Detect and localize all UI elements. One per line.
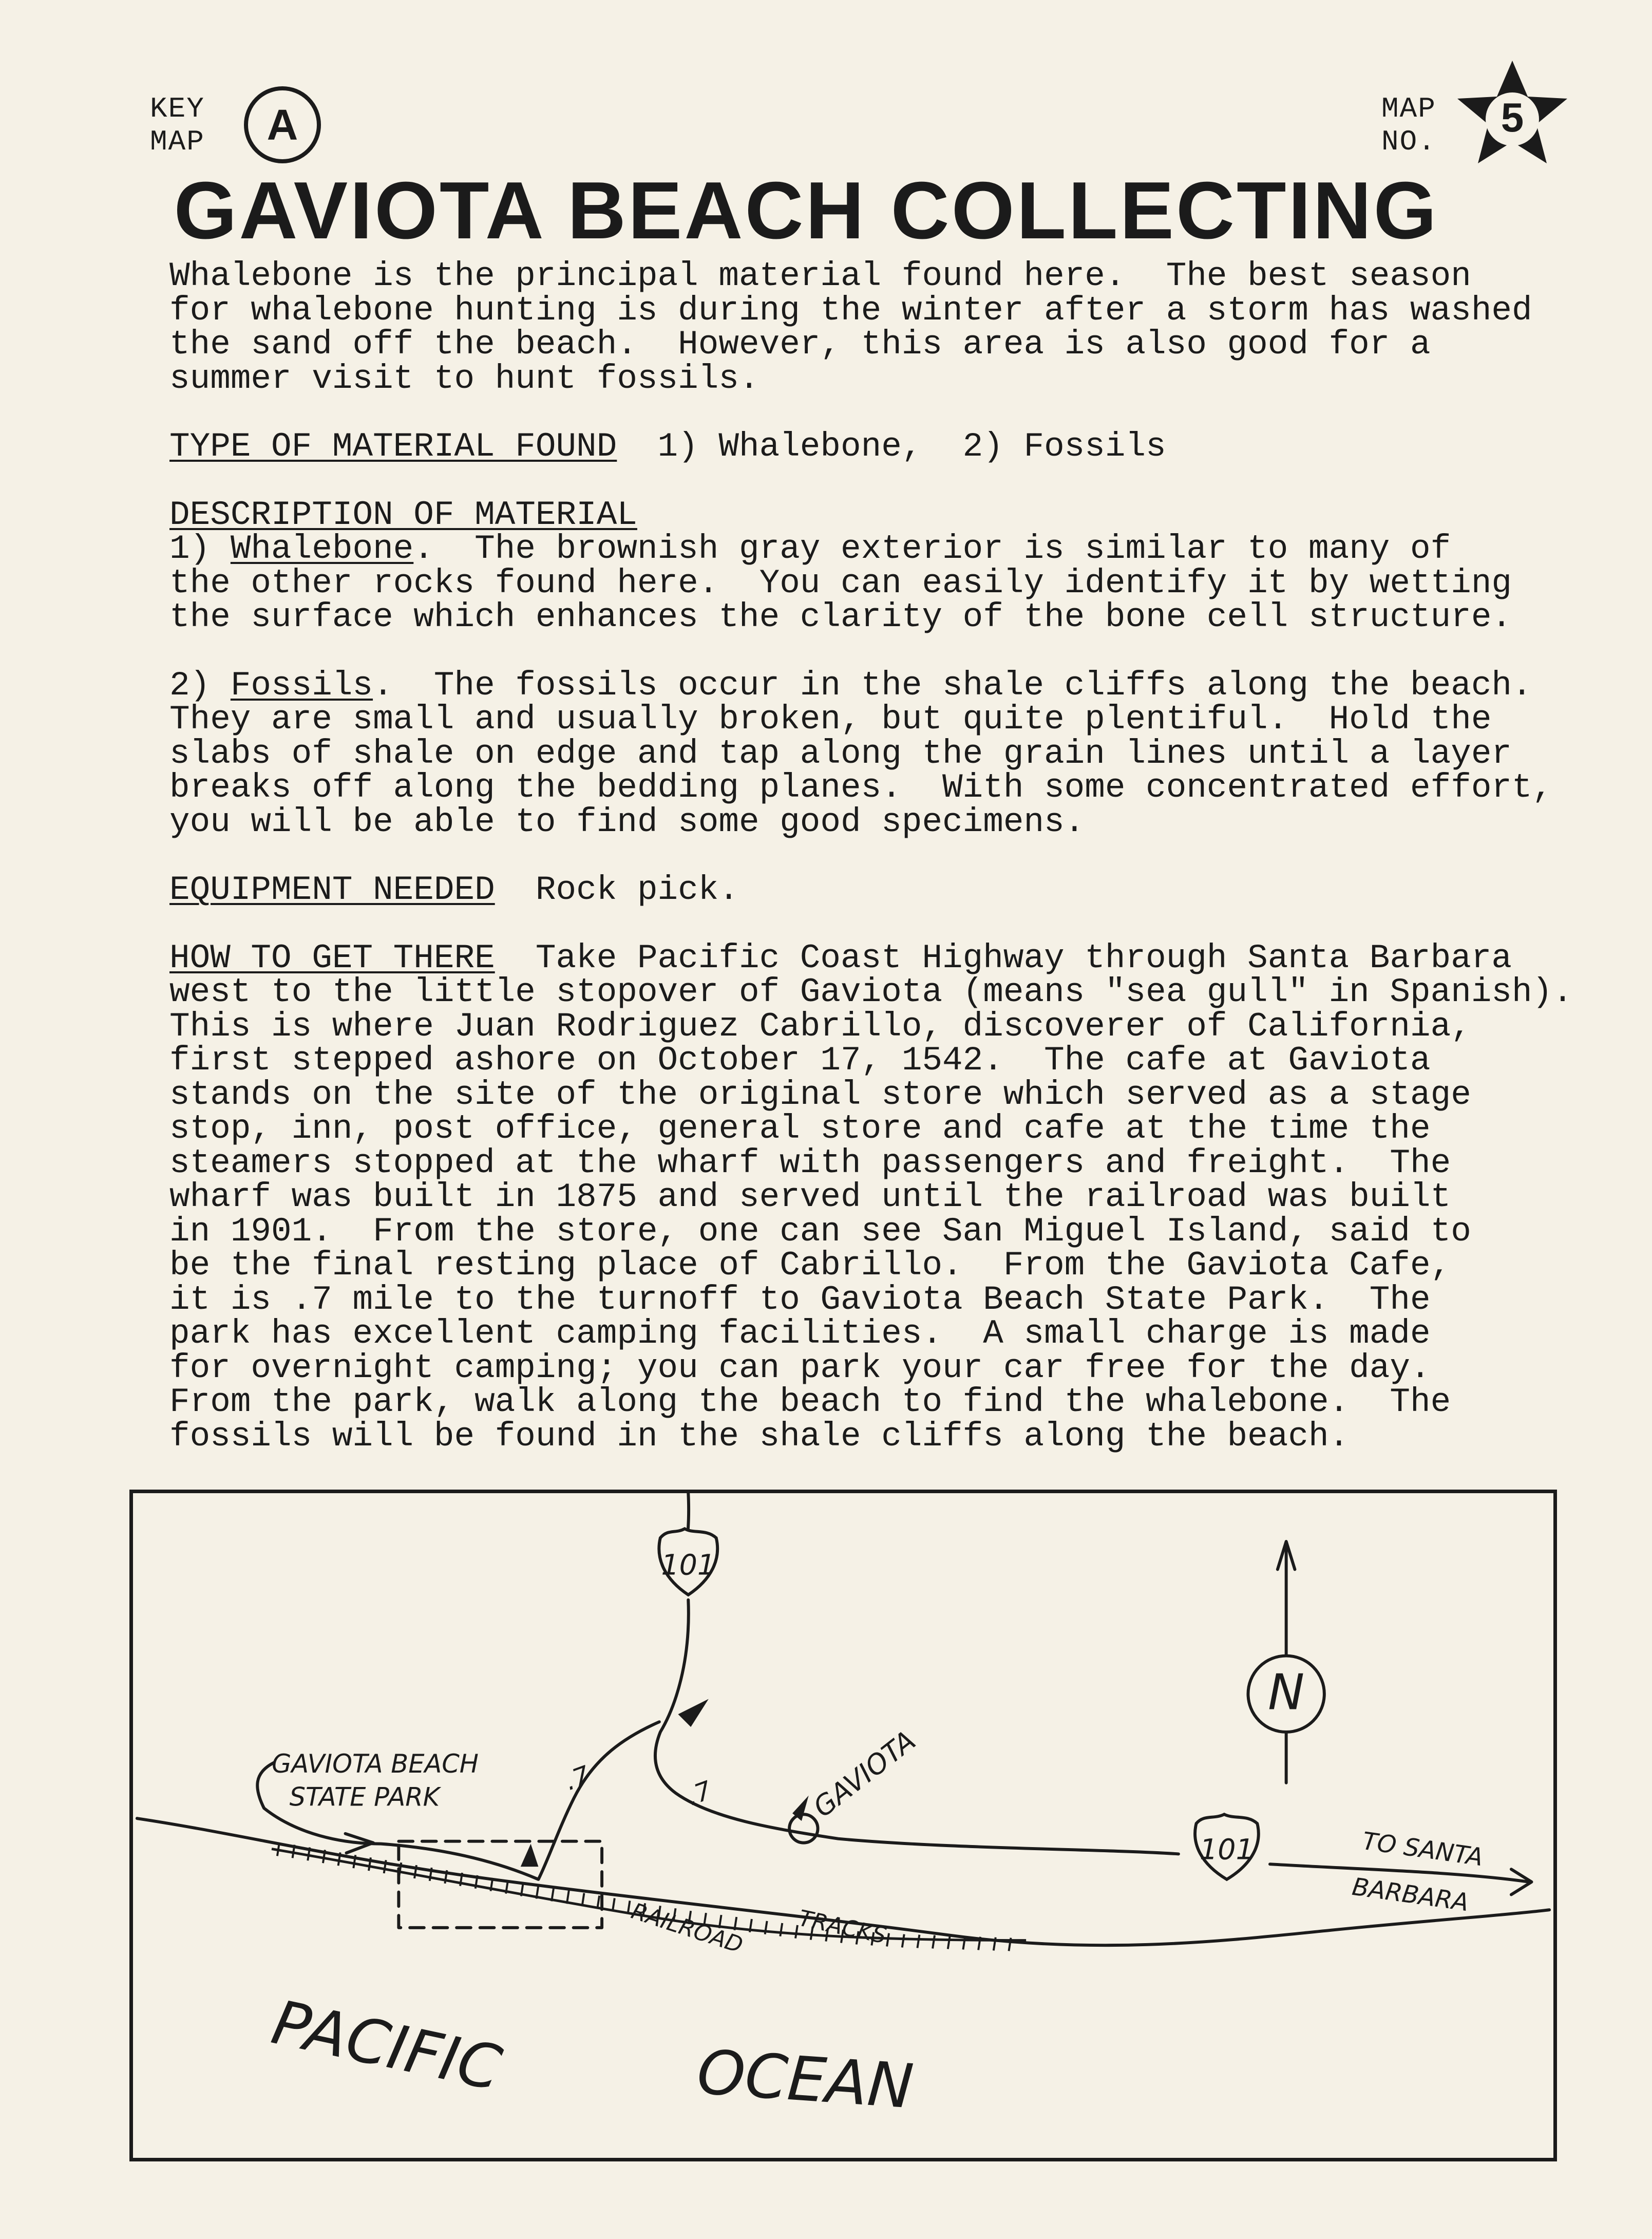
- map-no-line2: NO.: [1381, 125, 1436, 158]
- key-map-line2: MAP: [150, 125, 205, 158]
- map-number-star: [1453, 57, 1571, 170]
- map-drawing: [133, 1493, 1553, 2158]
- description-heading-line: [169, 495, 1577, 534]
- park-marker: [521, 1844, 539, 1867]
- pacific-label: PACIFIC: [266, 1986, 508, 2104]
- directions-heading: HOW TO GET THERE: [169, 938, 495, 977]
- highway-top-label: 101: [661, 1549, 716, 1582]
- body-text: [169, 259, 1577, 1454]
- north-label: N: [1268, 1664, 1305, 1721]
- item2-prefix: 2): [169, 666, 231, 705]
- barbara-label: BARBARA: [1350, 1872, 1471, 1917]
- equipment-heading: EQUIPMENT NEEDED: [169, 871, 495, 909]
- description-heading: DESCRIPTION OF MATERIAL: [169, 495, 637, 534]
- highway-shield-top: [659, 1529, 717, 1595]
- intro-paragraph: Whalebone is the principal material found here. The best season for whalebone hunting is during the winter after a storm has washed the sand off the beach. However, this area is also good for a summer visit to hunt fossils.: [169, 257, 1532, 398]
- distance-left-label: .7: [561, 1760, 594, 1797]
- key-map-label: [150, 92, 222, 158]
- location-map: [129, 1490, 1557, 2161]
- to-santa-label: TO SANTA: [1360, 1827, 1485, 1872]
- item1-prefix: 1): [169, 530, 231, 568]
- railroad-label: RAILROAD: [628, 1898, 746, 1959]
- item1-name: Whalebone: [230, 530, 414, 568]
- turnoff-marker: [678, 1699, 708, 1727]
- key-map-line1: KEY: [150, 92, 205, 125]
- equipment-text: Rock pick.: [495, 871, 739, 909]
- map-number: 5: [1501, 95, 1524, 140]
- material-found-text: 1) Whalebone, 2) Fossils: [617, 427, 1166, 466]
- highway-101-north: [655, 1493, 1179, 1854]
- material-found-heading: TYPE OF MATERIAL FOUND: [169, 427, 617, 466]
- map-no-line1: MAP: [1381, 92, 1436, 125]
- item1-text: . The brownish gray exterior is similar to many of the other rocks found here. You can easily identify it by wetting the surface which enhances the clarity of the bone cell structure.: [169, 530, 1512, 636]
- gaviota-marker: [789, 1814, 818, 1842]
- park-label-line1: GAVIOTA BEACH: [272, 1749, 479, 1779]
- park-label-line2: STATE PARK: [289, 1782, 440, 1812]
- ocean-label: OCEAN: [695, 2036, 916, 2122]
- collecting-area-box: [398, 1841, 602, 1928]
- page-title: GAVIOTA BEACH COLLECTING: [174, 165, 1439, 256]
- key-map-letter-circle: [244, 86, 321, 163]
- item2-name: Fossils: [230, 666, 373, 705]
- equipment-section: [169, 873, 1577, 908]
- map-number-label: [1381, 92, 1453, 158]
- description-item-1: [169, 532, 1577, 635]
- gaviota-label: GAVIOTA: [807, 1724, 922, 1824]
- key-map-letter: A: [267, 100, 298, 149]
- highway-shield-right: [1195, 1814, 1259, 1879]
- highway-right-label: 101: [1200, 1833, 1254, 1867]
- directions-section: [169, 938, 1577, 1456]
- material-found-section: [169, 427, 1577, 466]
- directions-text: Take Pacific Coast Highway through Santa Barbara west to the little stopover of Gaviota (means "sea gull" in Spanish). This is where Juan Rodriguez Cabrillo, discoverer of California, first stepped ashore on October 17, 1542. The cafe at Gaviota stands on the site of the original store which served as a stage stop, inn, post office, general store and cafe at the time the steamers stopped at the wharf with passengers and freight. The wharf was built in 1875 and served until the railroad was built in 1901. From the store, one can see San Miguel Island, said to be the final resting place of Cabrillo. From the Gaviota Cafe, it is .7 mile to the turnoff to Gaviota Beach State Park. The park has excellent camping facilities. A small charge is made for overnight camping; you can park your car free for the day. From the park, walk along the beach to find the whalebone. The fossils will be found in the shale cliffs along the beach.: [169, 938, 1573, 1456]
- item2-text: . The fossils occur in the shale cliffs along the beach. They are small and usually broken, but quite plentiful. Hold the slabs of shale on edge and tap along the grain lines until a layer breaks off along the bedding planes. With some concentrated effort, you will be able to find some good specimens.: [169, 666, 1553, 841]
- description-item-2: [169, 666, 1577, 841]
- tracks-label: TRACKS: [796, 1905, 889, 1949]
- distance-right-label: .7: [682, 1775, 716, 1812]
